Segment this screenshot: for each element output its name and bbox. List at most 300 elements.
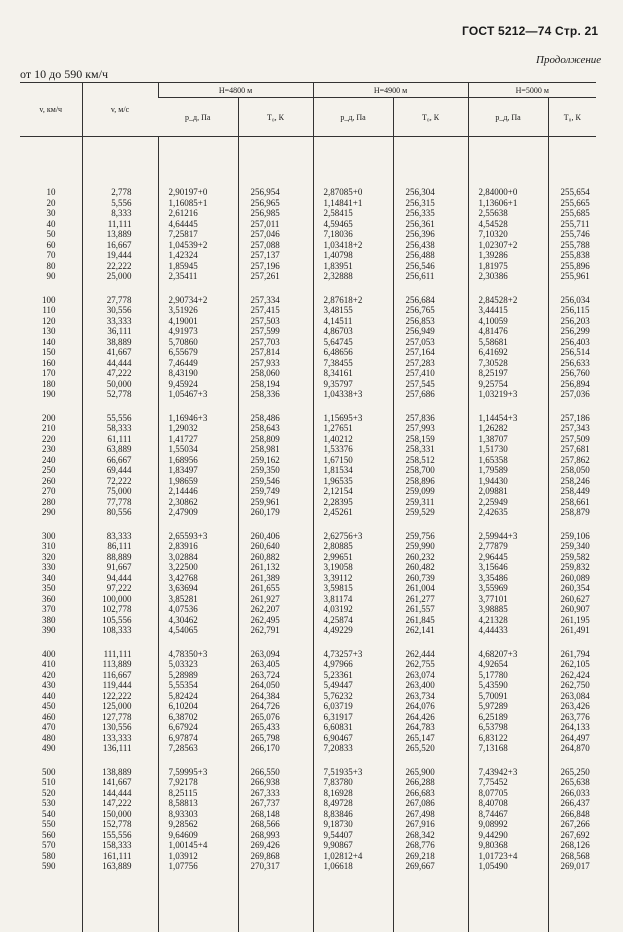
cell-value: 257,036 [560,389,590,399]
cell-value: 3,02884 [168,551,198,562]
cell-t0-1 [238,282,313,400]
cell-value: 44,444 [106,357,132,368]
cell-value: 510 [42,777,56,787]
cell-value: 4,54528 [478,218,508,229]
cell-value: 256,438 [405,239,435,250]
cell-value: 260,406 [250,530,280,541]
cell-value: 257,410 [405,368,435,378]
table-block [20,400,596,518]
cell-value: 47,222 [106,368,132,378]
cell-value: 530 [42,798,56,808]
cell-value: 1,40798 [323,250,353,260]
cell-value: 255,838 [560,250,590,260]
cell-value: 6,60831 [323,722,353,732]
cell-t0-2 [393,282,468,400]
cell-v-ms [82,518,158,636]
cell-value: 2,96445 [478,551,508,562]
cell-value: 330 [42,562,56,572]
cell-value: 6,31917 [323,711,353,722]
cell-value: 257,261 [250,271,280,281]
cell-value: 2,77879 [478,541,508,551]
cell-value: 122,222 [102,690,132,701]
cell-value: 262,755 [405,659,435,669]
cell-value: 80,556 [106,507,132,517]
cell-t0-3 [548,754,596,932]
cell-value: 7,10320 [478,229,508,239]
cell-value: 8,40708 [478,798,508,808]
cell-value: 257,509 [560,433,590,444]
cell-value: 259,099 [405,486,435,496]
cell-value: 255,685 [560,208,590,218]
cell-value: 3,77101 [478,593,508,604]
cell-value: 258,060 [250,368,280,378]
cell-value: 7,28563 [168,743,198,753]
cell-value: 3,98885 [478,604,508,614]
cell-value: 2,30386 [478,271,508,281]
cell-value: 265,076 [250,711,280,722]
cell-value: 2,14446 [168,486,198,496]
cell-value: 257,686 [405,389,435,399]
cell-value: 50 [46,229,56,239]
cell-value: 3,42768 [168,572,198,583]
cell-value: 2,30862 [168,496,198,507]
cell-value: 140 [42,336,56,347]
cell-value: 8,25197 [478,368,508,378]
cell-value: 105,556 [102,614,132,625]
cell-value: 22,222 [106,260,132,271]
cell-value: 266,683 [405,787,435,798]
cell-value: 6,83122 [478,732,508,743]
cell-value: 256,611 [405,271,435,281]
cell-value: 262,444 [405,648,435,659]
table-block [20,282,596,400]
cell-value: 257,011 [250,218,280,229]
cell-value: 75,000 [106,486,132,496]
cell-value: 9,18730 [323,819,353,829]
cell-value: 262,750 [560,680,590,690]
cell-value: 560 [42,829,56,840]
cell-value: 133,333 [102,732,132,743]
cell-value: 13,889 [106,229,132,239]
cell-value: 264,076 [405,701,435,711]
table-block [20,518,596,636]
cell-value: 263,776 [560,711,590,722]
cell-value: 257,196 [250,260,280,271]
cell-pd-3 [468,754,548,932]
cell-value: 263,084 [560,690,590,701]
cell-value: 6,67924 [168,722,198,732]
cell-value: 61,111 [107,433,132,444]
cell-value: 9,80368 [478,840,508,850]
cell-value: 2,58415 [323,208,353,218]
cell-value: 268,126 [560,840,590,850]
cell-value: 130,556 [102,722,132,732]
cell-value: 256,985 [250,208,280,218]
cell-value: 268,776 [405,840,435,850]
cell-value: 7,25817 [168,229,198,239]
cell-value: 6,10204 [168,701,198,711]
cell-value: 144,444 [102,787,132,798]
cell-value: 220 [42,433,56,444]
cell-value: 3,15646 [478,562,508,572]
cell-value: 8,34161 [323,368,353,378]
cell-value: 260,089 [560,572,590,583]
cell-value: 266,550 [250,766,280,777]
cell-value: 1,85945 [168,260,198,271]
cell-value: 2,61216 [168,208,198,218]
cell-value: 6,48656 [323,347,353,357]
cell-value: 155,556 [102,829,132,840]
cell-value: 6,38702 [168,711,198,722]
cell-value: 1,38707 [478,433,508,444]
cell-v-kmh [20,754,82,932]
cell-value: 256,546 [405,260,435,271]
cell-value: 258,050 [560,465,590,475]
cell-value: 262,105 [560,659,590,669]
cell-value: 265,638 [560,777,590,787]
cell-value: 1,53376 [323,444,353,454]
cell-value: 5,70091 [478,690,508,701]
cell-value: 111,111 [103,648,132,659]
cell-value: 5,556 [111,197,132,208]
cell-value: 152,778 [102,819,132,829]
cell-value: 2,65593+3 [168,530,208,541]
cell-value: 259,529 [405,507,435,517]
cell-value: 520 [42,787,56,798]
cell-t0-1 [238,400,313,518]
cell-value: 258,879 [560,507,590,517]
cell-value: 120 [42,315,56,326]
cell-value: 262,141 [405,625,435,635]
cell-value: 1,83951 [323,260,353,271]
cell-value: 60 [46,239,56,250]
cell-t0-2 [393,518,468,636]
cell-value: 255,788 [560,239,590,250]
cell-value: 5,17780 [478,669,508,680]
cell-value: 9,25754 [478,378,508,389]
cell-value: 256,335 [405,208,435,218]
cell-value: 1,03219+3 [478,389,518,399]
cell-v-kmh [20,137,82,282]
cell-value: 8,07705 [478,787,508,798]
cell-value: 260,627 [560,593,590,604]
cell-v-kmh [20,400,82,518]
cell-value: 261,004 [405,583,435,593]
cell-value: 540 [42,808,56,819]
cell-value: 1,98659 [168,475,198,486]
cell-value: 1,39286 [478,250,508,260]
cell-value: 8,74467 [478,808,508,819]
cell-value: 265,250 [560,766,590,777]
cell-value: 36,111 [107,326,132,336]
cell-value: 1,96535 [323,475,353,486]
cell-value: 257,503 [250,315,280,326]
cell-value: 255,665 [560,197,590,208]
cell-value: 8,58813 [168,798,198,808]
cell-value: 259,340 [560,541,590,551]
cell-value: 257,186 [560,412,590,423]
cell-value: 261,557 [405,604,435,614]
cell-value: 267,916 [405,819,435,829]
cell-value: 210 [42,423,56,433]
cell-value: 259,749 [250,486,280,496]
cell-value: 256,965 [250,197,280,208]
cell-value: 3,85281 [168,593,198,604]
cell-value: 5,03323 [168,659,198,669]
cell-value: 263,400 [405,680,435,690]
cell-value: 3,22500 [168,562,198,572]
cell-value: 2,25949 [478,496,508,507]
header-v-kmh: v, км/ч [20,83,82,137]
cell-pd-2 [313,282,393,400]
cell-value: 450 [42,701,56,711]
cell-value: 8,333 [111,208,132,218]
cell-t0-1 [238,636,313,754]
cell-pd-3 [468,282,548,400]
cell-value: 266,033 [560,787,590,798]
cell-value: 257,681 [560,444,590,454]
cell-value: 257,993 [405,423,435,433]
cell-value: 50,000 [106,378,132,389]
cell-value: 2,55638 [478,208,508,218]
cell-value: 440 [42,690,56,701]
cell-t0-2 [393,400,468,518]
cell-value: 1,03912 [168,850,198,861]
cell-value: 255,711 [560,218,590,229]
cell-value: 280 [42,496,56,507]
cell-value: 125,000 [102,701,132,711]
cell-value: 7,51935+3 [323,766,363,777]
header-v-ms: v, м/с [82,83,158,137]
cell-pd-2 [313,518,393,636]
cell-value: 40 [46,218,56,229]
cell-value: 430 [42,680,56,690]
cell-value: 360 [42,593,56,604]
cell-value: 4,68207+3 [478,648,518,659]
cell-value: 16,667 [106,239,132,250]
cell-value: 263,405 [250,659,280,669]
header-t0-3: T₀, К [548,98,596,137]
cell-value: 262,791 [250,625,280,635]
header-pd-1: р_д, Па [158,98,238,137]
cell-value: 266,437 [560,798,590,808]
cell-value: 83,333 [106,530,132,541]
cell-value: 1,94430 [478,475,508,486]
cell-value: 258,336 [250,389,280,399]
cell-value: 130 [42,326,56,336]
cell-pd-1 [158,636,238,754]
cell-value: 136,111 [102,743,132,753]
cell-value: 52,778 [106,389,132,399]
cell-t0-3 [548,282,596,400]
cell-t0-3 [548,636,596,754]
cell-value: 1,03418+2 [323,239,363,250]
cell-t0-3 [548,518,596,636]
cell-value: 7,13168 [478,743,508,753]
cell-value: 255,746 [560,229,590,239]
cell-value: 1,04539+2 [168,239,208,250]
cell-value: 266,848 [560,808,590,819]
cell-value: 255,896 [560,260,590,271]
cell-value: 4,07536 [168,604,198,614]
cell-pd-3 [468,137,548,282]
cell-value: 230 [42,444,56,454]
cell-value: 77,778 [106,496,132,507]
cell-value: 113,889 [102,659,132,669]
cell-value: 264,497 [560,732,590,743]
cell-value: 260,640 [250,541,280,551]
cell-value: 3,51926 [168,305,198,315]
cell-value: 4,59465 [323,218,353,229]
cell-value: 3,55969 [478,583,508,593]
cell-value: 590 [42,861,56,871]
cell-value: 2,47909 [168,507,198,517]
cell-value: 9,44290 [478,829,508,840]
cell-value: 1,79589 [478,465,508,475]
cell-value: 4,92654 [478,659,508,669]
cell-value: 268,342 [405,829,435,840]
cell-value: 268,568 [560,850,590,861]
cell-value: 4,73257+3 [323,648,363,659]
cell-value: 259,756 [405,530,435,541]
cell-value: 4,30462 [168,614,198,625]
cell-value: 33,333 [106,315,132,326]
cell-pd-1 [158,137,238,282]
cell-value: 3,59815 [323,583,353,593]
cell-value: 158,333 [102,840,132,850]
cell-value: 7,83780 [323,777,353,787]
cell-t0-1 [238,754,313,932]
cell-value: 256,361 [405,218,435,229]
cell-value: 260,482 [405,562,435,572]
page-header: ГОСТ 5212—74 Стр. 21 [462,24,599,38]
cell-value: 4,25874 [323,614,353,625]
cell-value: 1,06618 [323,861,353,871]
cell-value: 1,02307+2 [478,239,518,250]
cell-value: 138,889 [102,766,132,777]
cell-value: 256,304 [405,187,435,197]
cell-value: 9,35797 [323,378,353,389]
cell-value: 258,449 [560,486,590,496]
cell-value: 265,900 [405,766,435,777]
cell-value: 257,599 [250,326,280,336]
cell-pd-1 [158,400,238,518]
cell-value: 580 [42,850,56,861]
cell-value: 570 [42,840,56,850]
header-altitude-1: H=4800 м [158,83,313,98]
cell-value: 262,207 [250,604,280,614]
cell-value: 267,266 [560,819,590,829]
cell-value: 266,170 [250,743,280,753]
cell-value: 116,667 [102,669,132,680]
cell-value: 257,283 [405,357,435,368]
cell-value: 269,667 [405,861,435,871]
header-t0-2: T₀, К [393,98,468,137]
cell-value: 258,486 [250,412,280,423]
cell-value: 80 [46,260,56,271]
cell-value: 11,111 [107,218,132,229]
cell-value: 1,29032 [168,423,198,433]
cell-value: 8,93303 [168,808,198,819]
cell-value: 8,83846 [323,808,353,819]
cell-value: 9,90867 [323,840,353,850]
cell-value: 258,643 [250,423,280,433]
cell-value: 269,218 [405,850,435,861]
cell-value: 269,017 [560,861,590,871]
cell-value: 88,889 [106,551,132,562]
cell-value: 163,889 [102,861,132,871]
cell-value: 7,38455 [323,357,353,368]
cell-value: 2,28395 [323,496,353,507]
cell-value: 264,050 [250,680,280,690]
cell-value: 263,074 [405,669,435,680]
cell-value: 258,661 [560,496,590,507]
cell-value: 2,09881 [478,486,508,496]
cell-value: 2,87085+0 [323,187,363,197]
cell-value: 170 [42,368,56,378]
cell-value: 263,094 [250,648,280,659]
cell-value: 1,14841+1 [323,197,363,208]
cell-value: 8,43190 [168,368,198,378]
cell-value: 267,737 [250,798,280,808]
cell-value: 4,54065 [168,625,198,635]
cell-value: 490 [42,743,56,753]
cell-value: 257,415 [250,305,280,315]
cell-value: 267,333 [250,787,280,798]
cell-value: 1,07756 [168,861,198,871]
cell-value: 10 [46,187,56,197]
cell-v-kmh [20,282,82,400]
cell-value: 260,354 [560,583,590,593]
cell-value: 270,317 [250,861,280,871]
cell-value: 1,40212 [323,433,353,444]
cell-pd-3 [468,518,548,636]
cell-value: 470 [42,722,56,732]
cell-value: 1,51730 [478,444,508,454]
cell-value: 260,179 [250,507,280,517]
cell-value: 263,724 [250,669,280,680]
cell-value: 259,350 [250,465,280,475]
cell-value: 5,55354 [168,680,198,690]
cell-value: 5,97289 [478,701,508,711]
cell-value: 2,42635 [478,507,508,517]
cell-value: 1,68956 [168,454,198,465]
cell-t0-2 [393,754,468,932]
cell-value: 3,81174 [323,593,353,604]
cell-value: 66,667 [106,454,132,465]
cell-value: 119,444 [102,680,132,690]
cell-value: 257,343 [560,423,590,433]
cell-value: 300 [42,530,56,541]
header-pd-2: р_д, Па [313,98,393,137]
cell-value: 1,16946+3 [168,412,208,423]
cell-value: 190 [42,389,56,399]
cell-value: 262,424 [560,669,590,680]
cell-value: 2,90734+2 [168,294,208,305]
cell-value: 257,703 [250,336,280,347]
cell-value: 4,91973 [168,326,198,336]
cell-value: 6,90467 [323,732,353,743]
cell-value: 7,75452 [478,777,508,787]
cell-value: 256,514 [560,347,590,357]
cell-value: 72,222 [106,475,132,486]
cell-value: 86,111 [107,541,132,551]
cell-value: 257,053 [405,336,435,347]
cell-value: 256,396 [405,229,435,239]
cell-value: 258,981 [250,444,280,454]
cell-value: 259,162 [250,454,280,465]
cell-value: 410 [42,659,56,669]
